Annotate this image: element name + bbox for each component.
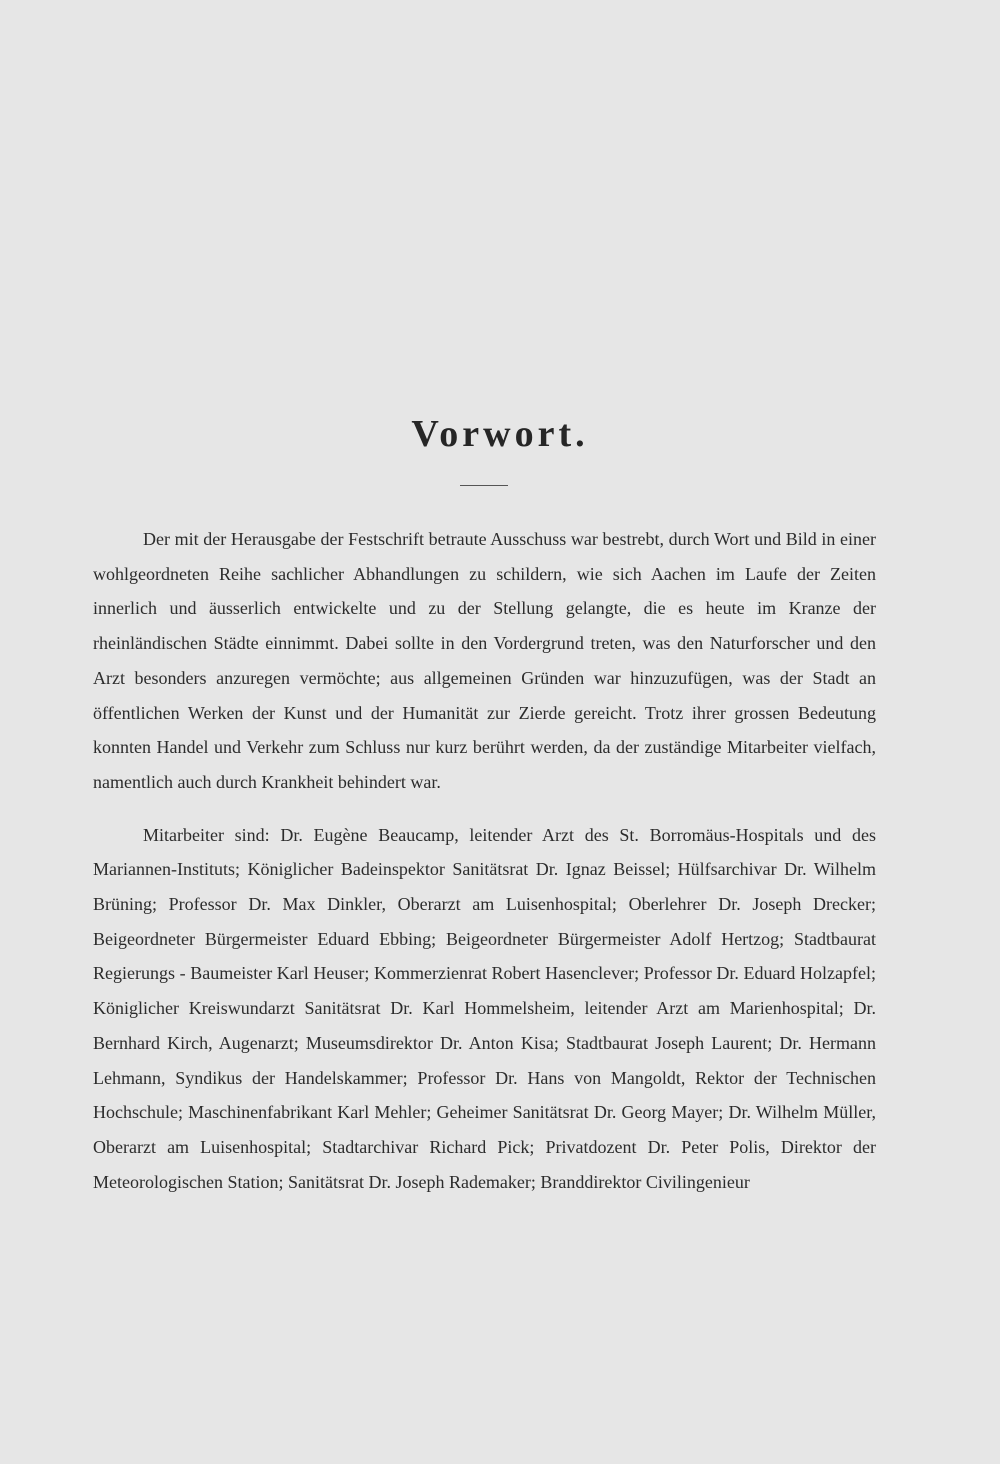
page-heading: Vorwort. (411, 413, 589, 455)
paragraph-contributors: Mitarbeiter sind: Dr. Eugène Beaucamp, leitender Arzt des St. Borromäus-Hospitals und des Mariannen-Instituts; Königlicher Badeinspektor Sanitätsrat Dr. Ignaz Beissel; Hülfsarchivar Dr. Wilhelm Brüning; Professor Dr. Max Dinkler, Oberarzt am Luisenhospital; Oberlehrer Dr. Joseph Drecker; Beigeordneter Bürgermeister Eduard Ebbing; Beigeordneter Bürgermeister Adolf Hertzog; Stadtbaurat Regierungs - Baumeister Karl Heuser; Kommerzienrat Robert Hasenclever; Professor Dr. Eduard Holzapfel; Königlicher Kreiswundarzt Sanitätsrat Dr. Karl Hommelsheim, leitender Arzt am Marienhospital; Dr. Bernhard Kirch, Augenarzt; Museumsdirektor Dr. Anton Kisa; Stadtbaurat Joseph Laurent; Dr. Hermann Lehmann, Syndikus der Handelskammer; Professor Dr. Hans von Mangoldt, Rektor der Technischen Hochschule; Maschinenfabrikant Karl Mehler; Geheimer Sanitätsrat Dr. Georg Mayer; Dr. Wilhelm Müller, Oberarzt am Luisenhospital; Stadtarchivar Richard Pick; Privatdozent Dr. Peter Polis, Direktor der Meteorologischen Station; Sanitätsrat Dr. Joseph Rademaker; Branddirektor Civilingenieur (93, 824, 876, 1192)
body-text (93, 522, 876, 1199)
heading-divider (460, 485, 508, 486)
paragraph-intro: Der mit der Herausgabe der Festschrift betraute Ausschuss war bestrebt, durch Wort und Bild in einer wohlgeordneten Reihe sachlicher Abhandlungen zu schildern, wie sich Aachen im Laufe der Zeiten innerlich und äusserlich entwickelte und zu der Stellung gelangte, die es heute im Kranze der rheinländischen Städte einnimmt. Dabei sollte in den Vordergrund treten, was den Naturforscher und den Arzt besonders anzuregen vermöchte; aus allgemeinen Gründen war hinzuzufügen, was der Stadt an öffentlichen Werken der Kunst und der Humanität zur Zierde gereicht. Trotz ihrer grossen Bedeutung konnten Handel und Verkehr zum Schluss nur kurz berührt werden, da der zuständige Mitarbeiter vielfach, namentlich auch durch Krankheit behindert war. (93, 529, 876, 792)
